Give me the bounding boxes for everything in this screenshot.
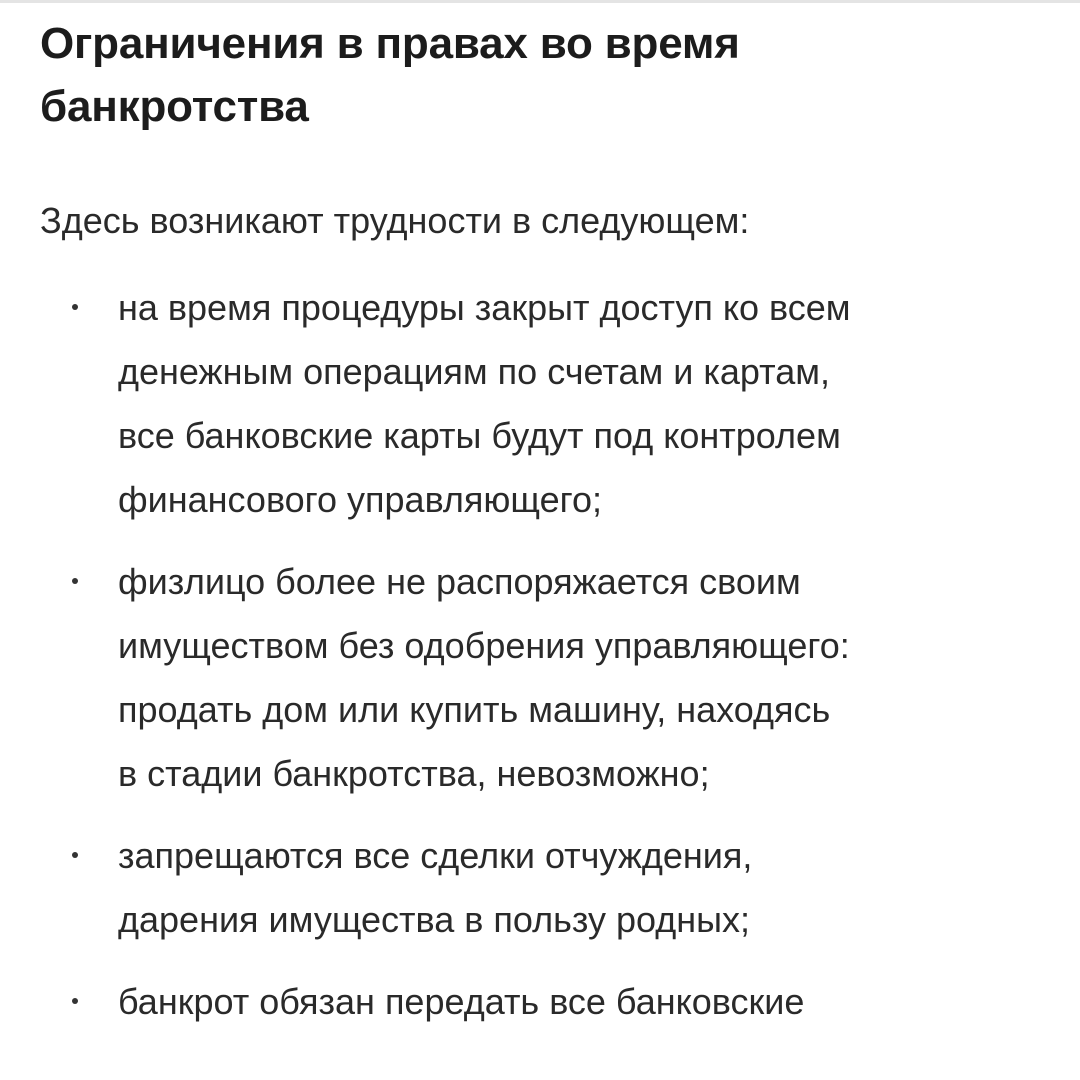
bullet-dot-icon [72, 998, 78, 1004]
restrictions-list [40, 276, 1050, 1052]
list-item-line: банкрот обязан передать все банковские [118, 981, 805, 1022]
list-item [40, 276, 1050, 532]
list-item-line: в стадии банкротства, невозможно; [118, 753, 710, 794]
list-item [40, 550, 1050, 806]
article [40, 0, 1050, 1022]
bullet-dot-icon [72, 852, 78, 858]
list-item-line: денежным операциям по счетам и картам, [118, 351, 830, 392]
bullet-dot-icon [72, 578, 78, 584]
list-item-line: продать дом или купить машину, находясь [118, 689, 831, 730]
title-line: Ограничения в правах во время [40, 19, 740, 68]
title-line: банкротства [40, 82, 309, 131]
list-item-line: дарения имущества в пользу родных; [118, 899, 751, 940]
list-item-line: финансового управляющего; [118, 479, 602, 520]
article-title [40, 0, 1050, 138]
bullet-dot-icon [72, 304, 78, 310]
list-item [40, 970, 1050, 1034]
list-item-line: запрещаются все сделки отчуждения, [118, 835, 753, 876]
list-item-line: физлицо более не распоряжается своим [118, 561, 801, 602]
list-item [40, 824, 1050, 952]
list-item-line: на время процедуры закрыт доступ ко всем [118, 287, 851, 328]
list-item-line: имуществом без одобрения управляющего: [118, 625, 850, 666]
intro-text: Здесь возникают трудности в следующем: [40, 200, 750, 241]
list-item-line: все банковские карты будут под контролем [118, 415, 841, 456]
